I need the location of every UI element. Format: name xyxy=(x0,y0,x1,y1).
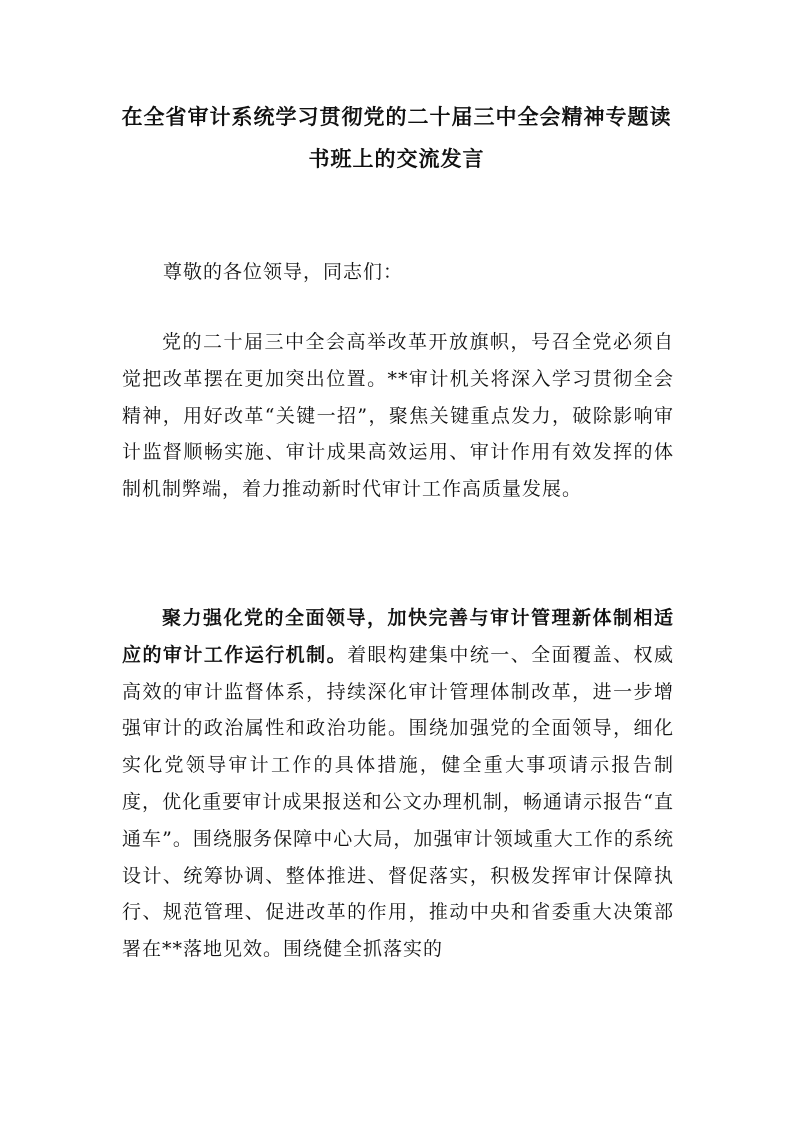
document-title xyxy=(120,96,673,180)
title-line-2: 书班上的交流发言 xyxy=(308,147,485,171)
paragraph-section-1 xyxy=(122,600,674,968)
paragraph-intro: 党的二十届三中全会高举改革开放旗帜，号召全党必须自觉把改革摆在更加突出位置。**审计机关将深入学习贯彻全会精神，用好改革“关键一招”，聚焦关键重点发力，破除影响审计监督顺畅实施、审计成果高效运用、审计作用有效发挥的体制机制弊端，着力推动新时代审计工作高质量发展。 xyxy=(122,331,674,501)
section-heading: 聚力强化党的全面领导，加快完善与审计管理新体制相适应的审计工作运行机制。 xyxy=(122,607,674,666)
title-line-1: 在全省审计系统学习贯彻党的二十届三中全会精神专题读 xyxy=(121,105,672,129)
section-body: 着眼构建集中统一、全面覆盖、权威高效的审计监督体系，持续深化审计管理体制改革，进一步增强审计的政治属性和政治功能。围绕加强党的全面领导，细化实化党领导审计工作的具体措施，健全重大事项请示报告制度，优化重要审计成果报送和公文办理机制，畅通请示报告“直通车”。围绕服务保障中心大局，加强审计领域重大工作的系统设计、统筹协调、整体推进、督促落实，积极发挥审计保障执行、规范管理、促进改革的作用，推动中央和省委重大决策部署在**落地见效。围绕健全抓落实的 xyxy=(122,643,674,961)
salutation: 尊敬的各位领导，同志们： xyxy=(163,261,404,283)
